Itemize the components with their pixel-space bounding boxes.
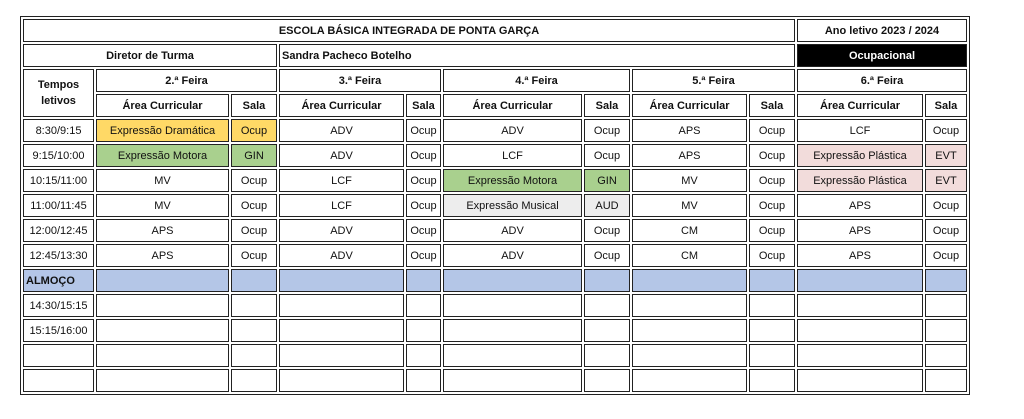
room-cell: Ocup bbox=[925, 244, 967, 267]
director-row bbox=[23, 44, 967, 67]
time-cell: 10:15/11:00 bbox=[23, 169, 94, 192]
subject-cell: Expressão Plástica bbox=[797, 169, 923, 192]
empty-cell bbox=[584, 344, 630, 367]
area-header: Área Curricular bbox=[443, 94, 582, 117]
room-cell: Ocup bbox=[749, 144, 795, 167]
empty-cell bbox=[231, 369, 277, 392]
time-slot-row bbox=[23, 219, 967, 242]
empty-cell bbox=[96, 294, 229, 317]
empty-cell bbox=[584, 319, 630, 342]
lunch-cell bbox=[443, 269, 582, 292]
time-slot-row bbox=[23, 169, 967, 192]
empty-cell bbox=[749, 344, 795, 367]
room-cell: Ocup bbox=[749, 244, 795, 267]
subject-cell: LCF bbox=[797, 119, 923, 142]
time-slot-row bbox=[23, 194, 967, 217]
empty-cell bbox=[443, 369, 582, 392]
subheader-row bbox=[23, 94, 967, 117]
time-slot-row bbox=[23, 319, 967, 342]
room-cell: Ocup bbox=[749, 119, 795, 142]
day-header-tuesday: 3.ª Feira bbox=[279, 69, 441, 92]
empty-cell bbox=[925, 319, 967, 342]
room-cell: AUD bbox=[584, 194, 630, 217]
sala-header: Sala bbox=[584, 94, 630, 117]
day-header-thursday: 5.ª Feira bbox=[632, 69, 795, 92]
room-cell: Ocup bbox=[584, 244, 630, 267]
room-cell: Ocup bbox=[584, 144, 630, 167]
empty-cell bbox=[443, 344, 582, 367]
lunch-cell bbox=[96, 269, 229, 292]
subject-cell: LCF bbox=[443, 144, 582, 167]
time-slot-row bbox=[23, 294, 967, 317]
room-cell: Ocup bbox=[231, 194, 277, 217]
day-header-wednesday: 4.ª Feira bbox=[443, 69, 630, 92]
empty-cell bbox=[925, 344, 967, 367]
empty-cell bbox=[279, 319, 404, 342]
subject-cell: APS bbox=[96, 244, 229, 267]
time-cell: 15:15/16:00 bbox=[23, 319, 94, 342]
empty-cell bbox=[279, 294, 404, 317]
subject-cell: Expressão Plástica bbox=[797, 144, 923, 167]
lunch-cell bbox=[632, 269, 747, 292]
room-cell: Ocup bbox=[584, 219, 630, 242]
empty-cell bbox=[279, 369, 404, 392]
room-cell: Ocup bbox=[925, 219, 967, 242]
subject-cell: APS bbox=[797, 194, 923, 217]
empty-cell bbox=[406, 344, 441, 367]
empty-cell bbox=[632, 344, 747, 367]
time-cell: 11:00/11:45 bbox=[23, 194, 94, 217]
sala-header: Sala bbox=[749, 94, 795, 117]
empty-cell bbox=[231, 294, 277, 317]
lunch-cell bbox=[749, 269, 795, 292]
room-cell: Ocup bbox=[406, 194, 441, 217]
room-cell: Ocup bbox=[406, 119, 441, 142]
time-cell: 12:45/13:30 bbox=[23, 244, 94, 267]
subject-cell: ADV bbox=[443, 219, 582, 242]
subject-cell: Expressão Musical bbox=[443, 194, 582, 217]
time-slot-row bbox=[23, 369, 967, 392]
subject-cell: APS bbox=[797, 244, 923, 267]
subject-cell: ADV bbox=[279, 119, 404, 142]
empty-cell bbox=[231, 319, 277, 342]
empty-cell bbox=[96, 319, 229, 342]
room-cell: Ocup bbox=[406, 219, 441, 242]
room-cell: Ocup bbox=[231, 169, 277, 192]
subject-cell: APS bbox=[797, 219, 923, 242]
tempos-letivos-header: Tempos letivos bbox=[23, 69, 94, 117]
lunch-cell bbox=[406, 269, 441, 292]
empty-cell bbox=[584, 369, 630, 392]
room-cell: Ocup bbox=[406, 144, 441, 167]
time-slot-row bbox=[23, 119, 967, 142]
school-year: Ano letivo 2023 / 2024 bbox=[797, 19, 967, 42]
time-slot-row bbox=[23, 344, 967, 367]
lunch-row bbox=[23, 269, 967, 292]
empty-cell bbox=[406, 369, 441, 392]
lunch-label: ALMOÇO bbox=[23, 269, 94, 292]
empty-cell bbox=[443, 319, 582, 342]
room-cell: Ocup bbox=[231, 244, 277, 267]
empty-cell bbox=[632, 319, 747, 342]
sala-header: Sala bbox=[406, 94, 441, 117]
subject-cell: ADV bbox=[279, 144, 404, 167]
empty-cell bbox=[96, 369, 229, 392]
empty-cell bbox=[279, 344, 404, 367]
empty-cell bbox=[584, 294, 630, 317]
time-cell: 9:15/10:00 bbox=[23, 144, 94, 167]
subject-cell: MV bbox=[96, 194, 229, 217]
subject-cell: ADV bbox=[443, 119, 582, 142]
time-cell bbox=[23, 344, 94, 367]
empty-cell bbox=[632, 294, 747, 317]
lunch-cell bbox=[231, 269, 277, 292]
subject-cell: ADV bbox=[279, 244, 404, 267]
subject-cell: LCF bbox=[279, 194, 404, 217]
empty-cell bbox=[797, 344, 923, 367]
subject-cell: LCF bbox=[279, 169, 404, 192]
director-name: Sandra Pacheco Botelho bbox=[279, 44, 795, 67]
time-cell: 8:30/9:15 bbox=[23, 119, 94, 142]
room-cell: Ocup bbox=[406, 244, 441, 267]
time-cell bbox=[23, 369, 94, 392]
schedule-table bbox=[20, 16, 970, 395]
sala-header: Sala bbox=[231, 94, 277, 117]
class-name: Ocupacional bbox=[797, 44, 967, 67]
area-header: Área Curricular bbox=[96, 94, 229, 117]
subject-cell: MV bbox=[632, 194, 747, 217]
time-slot-row bbox=[23, 244, 967, 267]
subject-cell: Expressão Dramática bbox=[96, 119, 229, 142]
empty-cell bbox=[632, 369, 747, 392]
time-cell: 12:00/12:45 bbox=[23, 219, 94, 242]
subject-cell: ADV bbox=[279, 219, 404, 242]
area-header: Área Curricular bbox=[279, 94, 404, 117]
empty-cell bbox=[96, 344, 229, 367]
empty-cell bbox=[925, 294, 967, 317]
schedule-sheet bbox=[20, 16, 970, 395]
time-cell: 14:30/15:15 bbox=[23, 294, 94, 317]
empty-cell bbox=[797, 369, 923, 392]
subject-cell: APS bbox=[96, 219, 229, 242]
subject-cell: MV bbox=[96, 169, 229, 192]
subject-cell: CM bbox=[632, 219, 747, 242]
day-header-friday: 6.ª Feira bbox=[797, 69, 967, 92]
subject-cell: APS bbox=[632, 119, 747, 142]
room-cell: Ocup bbox=[749, 194, 795, 217]
room-cell: Ocup bbox=[749, 169, 795, 192]
lunch-cell bbox=[925, 269, 967, 292]
room-cell: GIN bbox=[584, 169, 630, 192]
empty-cell bbox=[749, 319, 795, 342]
empty-cell bbox=[749, 369, 795, 392]
subject-cell: ADV bbox=[443, 244, 582, 267]
subject-cell: MV bbox=[632, 169, 747, 192]
lunch-cell bbox=[797, 269, 923, 292]
area-header: Área Curricular bbox=[797, 94, 923, 117]
empty-cell bbox=[231, 344, 277, 367]
empty-cell bbox=[406, 319, 441, 342]
empty-cell bbox=[797, 294, 923, 317]
director-label: Diretor de Turma bbox=[23, 44, 277, 67]
empty-cell bbox=[925, 369, 967, 392]
lunch-cell bbox=[279, 269, 404, 292]
room-cell: Ocup bbox=[584, 119, 630, 142]
room-cell: GIN bbox=[231, 144, 277, 167]
area-header: Área Curricular bbox=[632, 94, 747, 117]
schedule-body bbox=[23, 19, 967, 392]
room-cell: Ocup bbox=[231, 219, 277, 242]
day-header-row bbox=[23, 69, 967, 92]
subject-cell: CM bbox=[632, 244, 747, 267]
empty-cell bbox=[406, 294, 441, 317]
sala-header: Sala bbox=[925, 94, 967, 117]
subject-cell: Expressão Motora bbox=[443, 169, 582, 192]
room-cell: Ocup bbox=[406, 169, 441, 192]
room-cell: EVT bbox=[925, 144, 967, 167]
empty-cell bbox=[749, 294, 795, 317]
room-cell: Ocup bbox=[231, 119, 277, 142]
empty-cell bbox=[443, 294, 582, 317]
time-slot-row bbox=[23, 144, 967, 167]
room-cell: Ocup bbox=[925, 119, 967, 142]
room-cell: Ocup bbox=[925, 194, 967, 217]
title-row bbox=[23, 19, 967, 42]
day-header-monday: 2.ª Feira bbox=[96, 69, 277, 92]
room-cell: Ocup bbox=[749, 219, 795, 242]
school-name: ESCOLA BÁSICA INTEGRADA DE PONTA GARÇA bbox=[23, 19, 795, 42]
room-cell: EVT bbox=[925, 169, 967, 192]
lunch-cell bbox=[584, 269, 630, 292]
subject-cell: Expressão Motora bbox=[96, 144, 229, 167]
empty-cell bbox=[797, 319, 923, 342]
subject-cell: APS bbox=[632, 144, 747, 167]
